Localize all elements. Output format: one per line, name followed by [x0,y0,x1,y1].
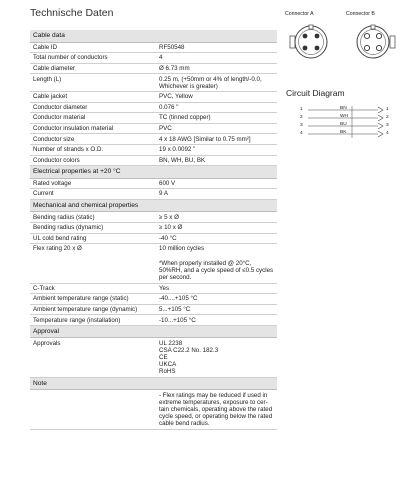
row-label: Conductor material [30,113,156,124]
row-value: ≥ 5 x Ø [156,212,277,223]
row-value: RF50548 [156,42,277,53]
section-header [30,325,277,338]
section-title: Approval [30,325,277,338]
row-label: Total number of conductors [30,53,156,64]
table-row [30,113,277,124]
row-value: 5...+105 °C [156,304,277,315]
table-row [30,53,277,64]
row-label: Conductor colors [30,155,156,166]
row-value: 10 million cycles *When properly installed @ 20°C, 50%RH, and a cycle speed of ≤0.5 cycles per second. [156,244,277,283]
table-row [30,223,277,234]
wire-label-wh: WH [340,114,348,119]
row-label: UL cold bend rating [30,233,156,244]
row-label: Cable ID [30,42,156,53]
pin-left-3: 3 [300,123,303,128]
row-label: Ambient temperature range (dynamic) [30,304,156,315]
wire-label-bk: BK [340,130,347,135]
row-value: UL 2238 CSA C22.2 No. 182.3 CE UKCA RoHS [156,338,277,377]
row-value: PVC [156,123,277,134]
row-value: 0.25 m, (+50mm or 4% of length/-0.0, Whichever is greater) [156,74,277,92]
table-row [30,74,277,92]
table-row [30,155,277,166]
spec-table [30,30,277,430]
row-label: Bending radius (static) [30,212,156,223]
connector-drawing [283,18,403,70]
table-row [30,123,277,134]
row-value: 4 [156,53,277,64]
connector-b-icon [357,25,395,58]
row-label: Temperature range (installation) [30,315,156,326]
table-row [30,92,277,103]
table-row [30,338,277,377]
connector-a-icon [290,25,327,58]
row-value: BN, WH, BU, BK [156,155,277,166]
section-header [30,199,277,212]
table-row [30,189,277,200]
row-label: Bending radius (dynamic) [30,223,156,234]
row-value: 600 V [156,178,277,189]
row-value: Ø 6.73 mm [156,63,277,74]
row-label: Current [30,189,156,200]
row-label: Approvals [30,338,156,377]
row-value: 19 x 0.0092 " [156,144,277,155]
row-value: ≥ 10 x Ø [156,223,277,234]
section-title: Cable data [30,30,277,42]
row-label: Length (L) [30,74,156,92]
table-row [30,102,277,113]
table-row [30,212,277,223]
section-header [30,30,277,42]
row-label: Ambient temperature range (static) [30,294,156,305]
row-label: Cable diameter [30,63,156,74]
connector-a-label: Connector A [285,11,314,17]
table-row [30,294,277,305]
page-title: Technische Daten [30,7,114,19]
section-title: Mechanical and chemical properties [30,199,277,212]
row-value: 9 A [156,189,277,200]
row-label: Rated voltage [30,178,156,189]
row-label: Cable jacket [30,92,156,103]
table-row [30,42,277,53]
pin-left-2: 2 [300,115,303,120]
circuit-diagram-title: Circuit Diagram [286,88,345,98]
row-label: C-Track [30,283,156,294]
connector-b-label: Connector B [346,11,375,17]
section-title: Electrical properties at +20 °C [30,166,277,179]
wire-label-bn: BN [340,106,347,111]
table-row [30,178,277,189]
table-row [30,144,277,155]
table-row [30,390,277,429]
row-value: TC (tinned copper) [156,113,277,124]
section-header [30,166,277,179]
table-row [30,233,277,244]
row-value: -40 °C [156,233,277,244]
table-row [30,283,277,294]
table-row [30,63,277,74]
row-value: - Flex ratings may be reduced if used in extreme temperatures, exposure to cer- tain chemicals, operating above the rated cycle speed, or operating below the rated cable bend radius. [156,390,277,429]
table-row [30,304,277,315]
row-label [30,390,156,429]
row-label: Conductor diameter [30,102,156,113]
row-value: PVC, Yellow [156,92,277,103]
row-label: Conductor insulation material [30,123,156,134]
wire-label-bu: BU [340,122,347,127]
pin-right-1: 1 [386,107,389,112]
row-value: -40....+105 °C [156,294,277,305]
pin-right-3: 3 [386,123,389,128]
pin-right-2: 2 [386,115,389,120]
section-header [30,377,277,390]
pin-right-4: 4 [386,131,389,136]
row-value: 0.076 " [156,102,277,113]
row-label: Flex rating 20 x Ø [30,244,156,283]
row-value: Yes [156,283,277,294]
pin-left-4: 4 [300,131,303,136]
table-row [30,315,277,326]
table-row [30,244,277,283]
table-row [30,134,277,145]
pin-left-1: 1 [300,107,303,112]
section-title: Note [30,377,277,390]
row-label: Conductor size [30,134,156,145]
row-value: -10...+105 °C [156,315,277,326]
row-label: Number of strands x O.D. [30,144,156,155]
row-value: 4 x 18 AWG [Similar to 0.75 mm²] [156,134,277,145]
